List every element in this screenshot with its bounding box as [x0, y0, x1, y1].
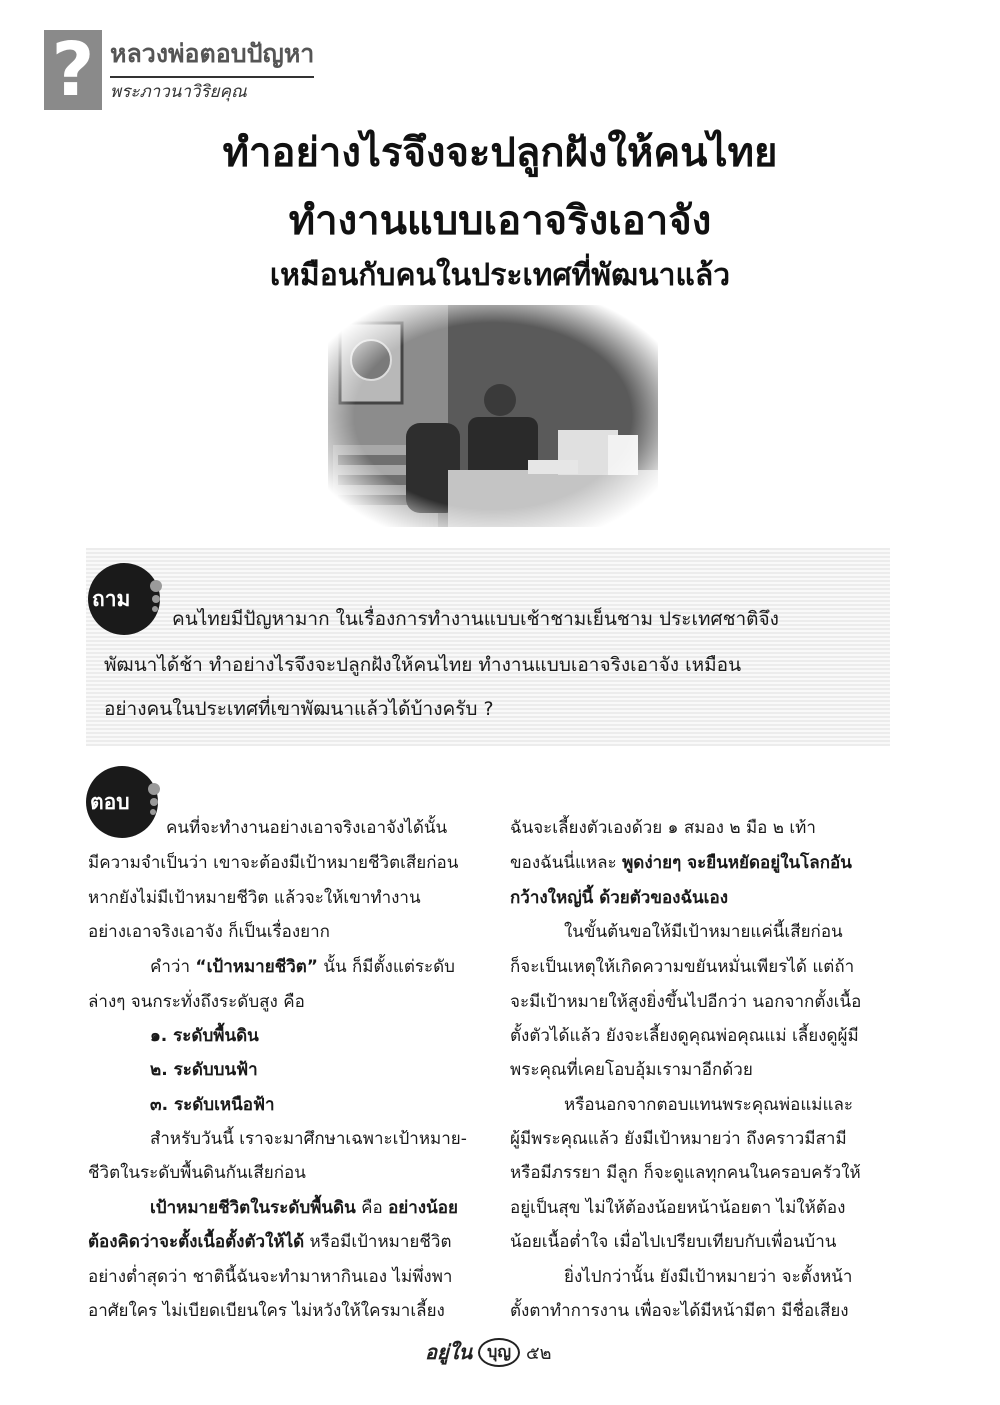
column-title: หลวงพ่อตอบปัญหา: [110, 34, 314, 78]
answer-left-line: สำหรับวันนี้ เราจะมาศึกษาเฉพาะเป้าหมาย-: [150, 1129, 467, 1149]
answer-right-line: จะมีเป้าหมายให้สูงยิ่งขึ้นไปอีกว่า นอกจากตั้งเนื้อ: [510, 992, 862, 1012]
question-line-3: อย่างคนในประเทศที่เขาพัฒนาแล้วได้บ้างครับ ?: [104, 698, 494, 720]
answer-right-line: น้อยเนื้อต่ำใจ เมื่อไปเปรียบเทียบกับเพื่อนบ้าน: [510, 1232, 837, 1252]
answer-right-line: ก็จะเป็นเหตุให้เกิดความขยันหมั่นเพียรได้ แต่ถ้า: [510, 957, 855, 977]
page-footer: [425, 1336, 551, 1368]
question-line-2: พัฒนาได้ช้า ทำอย่างไรจึงจะปลูกฝังให้คนไทย ทำงานแบบเอาจริงเอาจัง เหมือน: [104, 654, 742, 676]
answer-left-line: คนที่จะทำงานอย่างเอาจริงเอาจังได้นั้น: [166, 818, 448, 838]
answer-left-line: อาศัยใคร ไม่เบียดเบียนใคร ไม่หวังให้ใครมาเลี้ยง: [88, 1301, 445, 1321]
key-term: เป้าหมายชีวิตในระดับพื้นดิน: [150, 1198, 356, 1218]
answer-left-line: มีความจำเป็นว่า เขาจะต้องมีเป้าหมายชีวิตเสียก่อน: [88, 853, 459, 873]
answer-right-line: หรือมีภรรยา มีลูก ก็จะดูแลทุกคนในครอบครัวให้: [510, 1163, 861, 1183]
headline-line-2: ทำงานแบบเอาจริงเอาจัง: [288, 198, 712, 244]
answer-right-line: ตั้งตัวได้แล้ว ยังจะเลี้ยงดูคุณพ่อคุณแม่ เลี้ยงดูผู้มี: [510, 1026, 859, 1046]
answer-right-line: ฉันจะเลี้ยงตัวเองด้วย ๑ สมอง ๒ มือ ๒ เท้า: [510, 818, 816, 838]
magazine-logo-text: อยู่ใน: [425, 1340, 473, 1364]
key-term: “เป้าหมายชีวิต”: [195, 957, 318, 977]
answer-right-line: หรือนอกจากตอบแทนพระคุณพ่อแม่และ: [564, 1095, 853, 1115]
key-term: ต้องคิดว่าจะตั้งเนื้อตั้งตัวให้ได้: [88, 1232, 305, 1252]
text-run: คือ: [355, 1198, 389, 1218]
key-term: พูดง่ายๆ จะยืนหยัดอยู่ในโลกอัน: [622, 853, 852, 873]
question-badge: [88, 563, 160, 635]
page-number: ๕๒: [525, 1342, 552, 1364]
office-photo: [328, 305, 658, 527]
answer-right-line: ตั้งตาทำการงาน เพื่อจะได้มีหน้ามีตา มีชื่อเสียง: [510, 1301, 849, 1321]
badge-dots-icon: [148, 780, 160, 818]
column-author: พระภาวนาวิริยคุณ: [110, 82, 247, 102]
answer-right-line: ผู้มีพระคุณแล้ว ยังมีเป้าหมายว่า ถึงคราวมีสามี: [510, 1129, 847, 1149]
answer-badge-label: ตอบ: [90, 789, 130, 814]
answer-right-line: [510, 849, 852, 876]
question-badge-label: ถาม: [92, 586, 131, 611]
badge-dots-icon: [150, 577, 162, 615]
answer-left-line: อย่างเอาจริงเอาจัง ก็เป็นเรื่องยาก: [88, 922, 330, 942]
magazine-logo-badge: บุญ: [478, 1338, 520, 1367]
text-run: หรือมีเป้าหมายชีวิต: [304, 1232, 452, 1252]
office-photo-illustration: [328, 305, 658, 527]
answer-left-line: [150, 1194, 458, 1221]
answer-left-line: ชีวิตในระดับพื้นดินกันเสียก่อน: [88, 1163, 306, 1183]
answer-left-line: [150, 953, 455, 980]
answer-left-line: อย่างต่ำสุดว่า ชาตินี้ฉันจะทำมาหากินเอง ไม่พึ่งพา: [88, 1267, 453, 1287]
text-run: คำว่า: [150, 957, 196, 977]
level-item-3: ๓. ระดับเหนือฟ้า: [150, 1095, 275, 1115]
answer-right-line: กว้างใหญ่นี้ ด้วยตัวของฉันเอง: [510, 888, 729, 908]
answer-left-line: [88, 1228, 452, 1255]
key-term: อย่างน้อย: [388, 1198, 458, 1218]
answer-right-line: พระคุณที่เคยโอบอุ้มเรามาอีกด้วย: [510, 1060, 753, 1080]
level-item-2: ๒. ระดับบนฟ้า: [150, 1060, 258, 1080]
level-item-1: ๑. ระดับพื้นดิน: [150, 1026, 259, 1046]
answer-right-line: ในขั้นต้นขอให้มีเป้าหมายแค่นี้เสียก่อน: [564, 922, 843, 942]
question-mark-icon: ?: [44, 30, 102, 110]
answer-left-line: หากยังไม่มีเป้าหมายชีวิต แล้วจะให้เขาทำงาน: [88, 888, 421, 908]
answer-right-line: ยิ่งไปกว่านั้น ยังมีเป้าหมายว่า จะตั้งหน้า: [564, 1267, 853, 1287]
question-line-1: คนไทยมีปัญหามาก ในเรื่องการทำงานแบบเช้าชามเย็นชาม ประเทศชาติจึง: [172, 608, 779, 630]
answer-left-line: ล่างๆ จนกระทั่งถึงระดับสูง คือ: [88, 992, 305, 1012]
text-run: ของฉันนี่แหละ: [510, 853, 623, 873]
headline-line-3: เหมือนกับคนในประเทศที่พัฒนาแล้ว: [269, 258, 731, 293]
answer-badge: [86, 766, 158, 838]
text-run: นั้น ก็มีตั้งแต่ระดับ: [317, 957, 455, 977]
headline-line-1: ทำอย่างไรจึงจะปลูกฝังให้คนไทย: [222, 130, 778, 176]
answer-right-line: อยู่เป็นสุข ไม่ให้ต้องน้อยหน้าน้อยตา ไม่ให้ต้อง: [510, 1198, 846, 1218]
